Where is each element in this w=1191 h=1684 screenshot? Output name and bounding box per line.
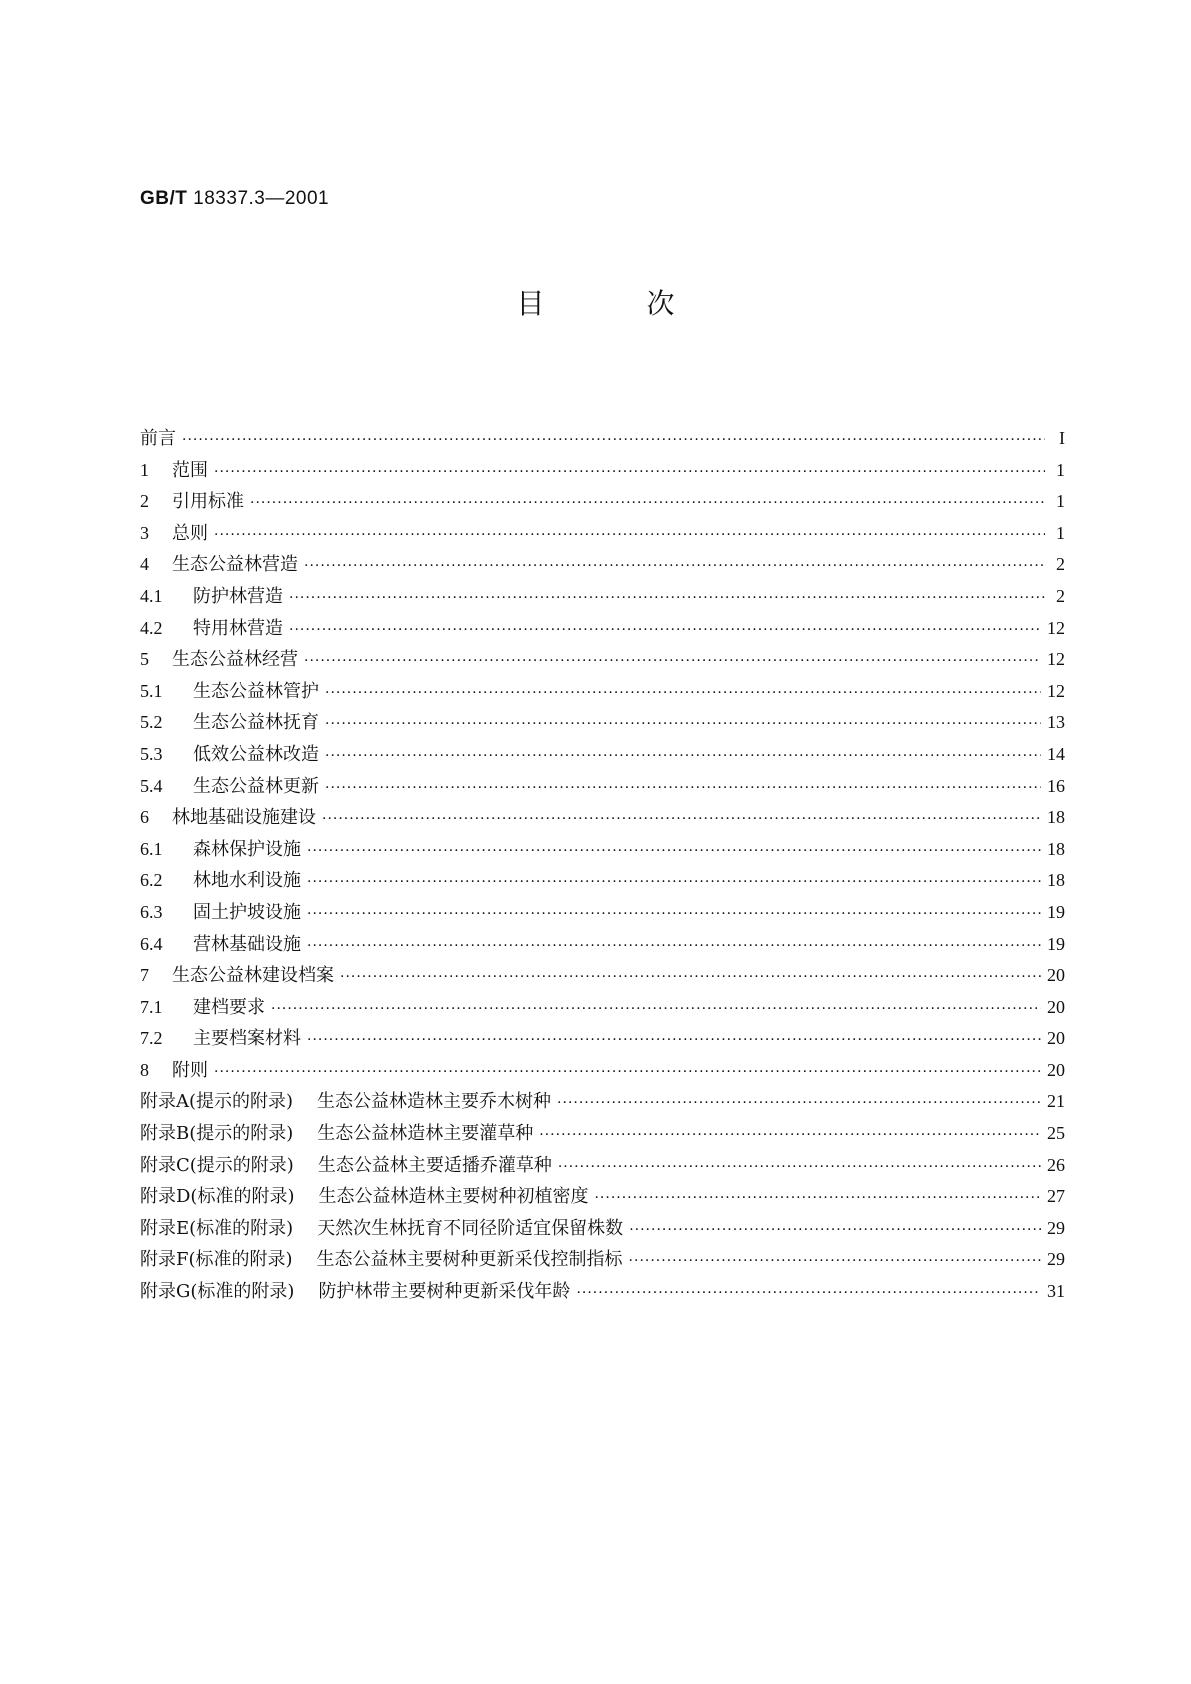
toc-page-number: I xyxy=(1059,428,1065,448)
toc-entry-title: 附录F(标准的附录) xyxy=(140,1249,293,1271)
toc-entry-title: 生态公益林管护 xyxy=(193,680,319,702)
toc-page-number: 21 xyxy=(1047,1091,1065,1112)
toc-page-number: 13 xyxy=(1047,712,1065,733)
table-of-contents xyxy=(140,424,1065,1309)
toc-entry-label xyxy=(140,1151,552,1177)
toc-entry-label xyxy=(172,1056,208,1082)
toc-page-number: 2 xyxy=(1056,554,1065,575)
toc-dot-leader xyxy=(307,874,1041,890)
toc-dot-leader xyxy=(307,1032,1041,1048)
toc-entry[interactable] xyxy=(140,677,1065,709)
toc-entry[interactable] xyxy=(140,1087,1065,1119)
toc-entry-number: 7 xyxy=(140,965,149,986)
toc-page-number: 26 xyxy=(1047,1154,1065,1175)
toc-dot-leader xyxy=(325,716,1041,732)
toc-entry-subtitle: 生态公益林造林主要树种初植密度 xyxy=(318,1186,589,1208)
toc-entry-number: 7.2 xyxy=(140,1028,163,1049)
toc-entry-number: 1 xyxy=(140,459,149,480)
toc-dot-leader xyxy=(214,527,1045,543)
toc-entry-label xyxy=(193,930,301,956)
toc-entry[interactable] xyxy=(140,961,1065,993)
toc-entry[interactable] xyxy=(140,1277,1065,1309)
toc-entry[interactable] xyxy=(140,1119,1065,1151)
toc-entry[interactable] xyxy=(140,519,1065,551)
toc-entry-title: 生态公益林建设档案 xyxy=(172,965,334,987)
toc-entry-title: 引用标准 xyxy=(172,491,244,513)
toc-dot-leader xyxy=(271,1001,1041,1017)
toc-page-number: 19 xyxy=(1047,901,1065,922)
toc-dot-leader xyxy=(289,622,1041,638)
toc-entry-title: 营林基础设施 xyxy=(193,933,301,955)
toc-entry[interactable] xyxy=(140,740,1065,772)
toc-entry[interactable] xyxy=(140,456,1065,488)
toc-entry-label xyxy=(140,1087,551,1113)
toc-entry[interactable] xyxy=(140,550,1065,582)
toc-entry[interactable] xyxy=(140,1151,1065,1183)
toc-entry[interactable] xyxy=(140,487,1065,519)
toc-page-number: 1 xyxy=(1056,491,1065,512)
toc-entry[interactable] xyxy=(140,582,1065,614)
toc-entry-number: 5 xyxy=(140,649,149,670)
toc-entry-title: 附录G(标准的附录) xyxy=(140,1281,295,1303)
toc-entry-title: 总则 xyxy=(172,522,208,544)
toc-dot-leader xyxy=(558,1159,1041,1175)
toc-dot-leader xyxy=(629,1222,1041,1238)
toc-entry[interactable] xyxy=(140,835,1065,867)
toc-entry-label xyxy=(140,424,176,450)
toc-entry-title: 附录B(提示的附录) xyxy=(140,1123,294,1145)
toc-page-number: 2 xyxy=(1056,585,1065,606)
toc-entry-number: 6.4 xyxy=(140,933,163,954)
toc-entry-number: 6.3 xyxy=(140,901,163,922)
toc-entry-number: 6.2 xyxy=(140,870,163,891)
toc-entry-title: 附录A(提示的附录) xyxy=(140,1091,294,1113)
toc-entry[interactable] xyxy=(140,772,1065,804)
toc-dot-leader xyxy=(304,558,1045,574)
toc-entry-label xyxy=(193,708,319,734)
toc-entry-title: 生态公益林更新 xyxy=(193,775,319,797)
toc-dot-leader xyxy=(307,938,1041,954)
toc-entry-title: 特用林营造 xyxy=(193,617,283,639)
toc-entry-label xyxy=(193,1024,301,1050)
toc-entry-number: 3 xyxy=(140,522,149,543)
toc-entry-number: 5.3 xyxy=(140,743,163,764)
toc-dot-leader xyxy=(576,1285,1041,1301)
toc-page-number: 20 xyxy=(1047,1028,1065,1049)
toc-page-number: 29 xyxy=(1047,1217,1065,1238)
toc-entry[interactable] xyxy=(140,1245,1065,1277)
toc-page-number: 16 xyxy=(1047,775,1065,796)
toc-dot-leader xyxy=(250,495,1045,511)
toc-entry-subtitle: 生态公益林主要树种更新采伐控制指标 xyxy=(316,1249,623,1271)
toc-entry-label xyxy=(140,1214,623,1240)
toc-dot-leader xyxy=(322,811,1041,827)
toc-dot-leader xyxy=(214,464,1045,480)
toc-entry[interactable] xyxy=(140,1024,1065,1056)
toc-entry-title: 范围 xyxy=(172,459,208,481)
toc-entry-title: 生态公益林经营 xyxy=(172,649,298,671)
toc-dot-leader xyxy=(325,748,1041,764)
toc-entry-number: 6 xyxy=(140,807,149,828)
toc-entry-title: 附录E(标准的附录) xyxy=(140,1217,294,1239)
toc-dot-leader xyxy=(325,780,1041,796)
toc-entry[interactable] xyxy=(140,614,1065,646)
toc-page-number: 20 xyxy=(1047,965,1065,986)
toc-entry-title: 生态公益林营造 xyxy=(172,554,298,576)
page-title: 目次 xyxy=(516,287,777,320)
toc-entry-label xyxy=(193,866,301,892)
toc-entry-label xyxy=(140,1182,588,1208)
toc-page-number: 14 xyxy=(1047,743,1065,764)
toc-page-number: 1 xyxy=(1056,522,1065,543)
standard-number: 18337.3—2001 xyxy=(193,188,330,209)
standard-prefix: GB/T xyxy=(140,188,188,209)
toc-page-number: 29 xyxy=(1047,1249,1065,1270)
toc-entry-label xyxy=(193,993,265,1019)
toc-entry-title: 低效公益林改造 xyxy=(193,743,319,765)
toc-dot-leader xyxy=(629,1253,1041,1269)
toc-entry-number: 4 xyxy=(140,554,149,575)
toc-dot-leader xyxy=(289,590,1045,606)
toc-entry-title: 森林保护设施 xyxy=(193,838,301,860)
toc-entry[interactable] xyxy=(140,898,1065,930)
toc-page-number: 31 xyxy=(1047,1281,1065,1302)
toc-entry-title: 附录C(提示的附录) xyxy=(140,1154,294,1176)
toc-entry-subtitle: 生态公益林造林主要乔木树种 xyxy=(317,1091,552,1113)
toc-entry-label xyxy=(193,835,301,861)
toc-entry[interactable] xyxy=(140,1056,1065,1088)
toc-entry[interactable] xyxy=(140,1214,1065,1246)
toc-entry-title: 附则 xyxy=(172,1059,208,1081)
toc-entry-title: 生态公益林抚育 xyxy=(193,712,319,734)
toc-entry-label xyxy=(172,519,208,545)
toc-dot-leader xyxy=(307,906,1041,922)
toc-entry-title: 林地水利设施 xyxy=(193,870,301,892)
toc-entry-number: 5.4 xyxy=(140,775,163,796)
toc-entry[interactable] xyxy=(140,1182,1065,1214)
toc-entry-number: 5.2 xyxy=(140,712,163,733)
toc-entry-label xyxy=(193,740,319,766)
toc-entry-label xyxy=(172,803,316,829)
toc-page-number: 18 xyxy=(1047,807,1065,828)
toc-entry-label xyxy=(193,582,283,608)
toc-entry-label xyxy=(172,456,208,482)
toc-dot-leader xyxy=(325,685,1041,701)
toc-entry[interactable] xyxy=(140,645,1065,677)
toc-dot-leader xyxy=(214,1064,1041,1080)
toc-entry[interactable] xyxy=(140,708,1065,740)
toc-page-number: 27 xyxy=(1047,1186,1065,1207)
toc-dot-leader xyxy=(557,1095,1041,1111)
toc-dot-leader xyxy=(539,1127,1041,1143)
toc-dot-leader xyxy=(182,432,1045,448)
toc-entry-title: 林地基础设施建设 xyxy=(172,807,316,829)
toc-page-number: 20 xyxy=(1047,996,1065,1017)
toc-page-number: 18 xyxy=(1047,838,1065,859)
toc-page-number: 12 xyxy=(1047,680,1065,701)
toc-dot-leader xyxy=(594,1190,1041,1206)
toc-entry-title: 建档要求 xyxy=(193,996,265,1018)
standard-code xyxy=(140,188,329,210)
toc-entry-label xyxy=(140,1245,623,1271)
toc-entry-number: 5.1 xyxy=(140,680,163,701)
toc-page-number: 25 xyxy=(1047,1123,1065,1144)
toc-entry[interactable] xyxy=(140,930,1065,962)
toc-entry-subtitle: 生态公益林主要适播乔灌草种 xyxy=(317,1154,552,1176)
toc-entry[interactable] xyxy=(140,993,1065,1025)
toc-dot-leader xyxy=(307,843,1041,859)
toc-page-number: 19 xyxy=(1047,933,1065,954)
toc-entry-number: 4.1 xyxy=(140,585,163,606)
toc-entry-label xyxy=(172,550,298,576)
toc-page-number: 12 xyxy=(1047,649,1065,670)
toc-page-number: 12 xyxy=(1047,617,1065,638)
toc-entry-label xyxy=(193,898,301,924)
toc-page-number: 20 xyxy=(1047,1059,1065,1080)
toc-entry-label xyxy=(193,614,283,640)
toc-entry-number: 6.1 xyxy=(140,838,163,859)
toc-entry-subtitle: 天然次生林抚育不同径阶适宜保留株数 xyxy=(317,1217,624,1239)
toc-dot-leader xyxy=(304,653,1041,669)
toc-dot-leader xyxy=(340,969,1041,985)
toc-entry-label xyxy=(172,645,298,671)
toc-entry-title: 主要档案材料 xyxy=(193,1028,301,1050)
toc-entry-title: 前言 xyxy=(140,428,176,449)
toc-entry-title: 固土护坡设施 xyxy=(193,901,301,923)
toc-entry-subtitle: 生态公益林造林主要灌草种 xyxy=(317,1123,534,1145)
toc-entry-title: 附录D(标准的附录) xyxy=(140,1186,295,1208)
toc-entry-label xyxy=(140,1119,533,1145)
toc-entry-label xyxy=(172,487,244,513)
toc-entry-label xyxy=(172,961,334,987)
toc-entry[interactable] xyxy=(140,424,1065,456)
toc-entry-number: 8 xyxy=(140,1059,149,1080)
toc-entry-label xyxy=(193,677,319,703)
toc-entry-label xyxy=(140,1277,570,1303)
toc-entry-number: 4.2 xyxy=(140,617,163,638)
toc-page-number: 18 xyxy=(1047,870,1065,891)
toc-entry-subtitle: 防护林带主要树种更新采伐年龄 xyxy=(318,1281,571,1303)
toc-entry[interactable] xyxy=(140,866,1065,898)
toc-entry-number: 2 xyxy=(140,491,149,512)
toc-entry-number: 7.1 xyxy=(140,996,163,1017)
toc-entry[interactable] xyxy=(140,803,1065,835)
toc-page-number: 1 xyxy=(1056,459,1065,480)
toc-entry-title: 防护林营造 xyxy=(193,585,283,607)
toc-entry-label xyxy=(193,772,319,798)
